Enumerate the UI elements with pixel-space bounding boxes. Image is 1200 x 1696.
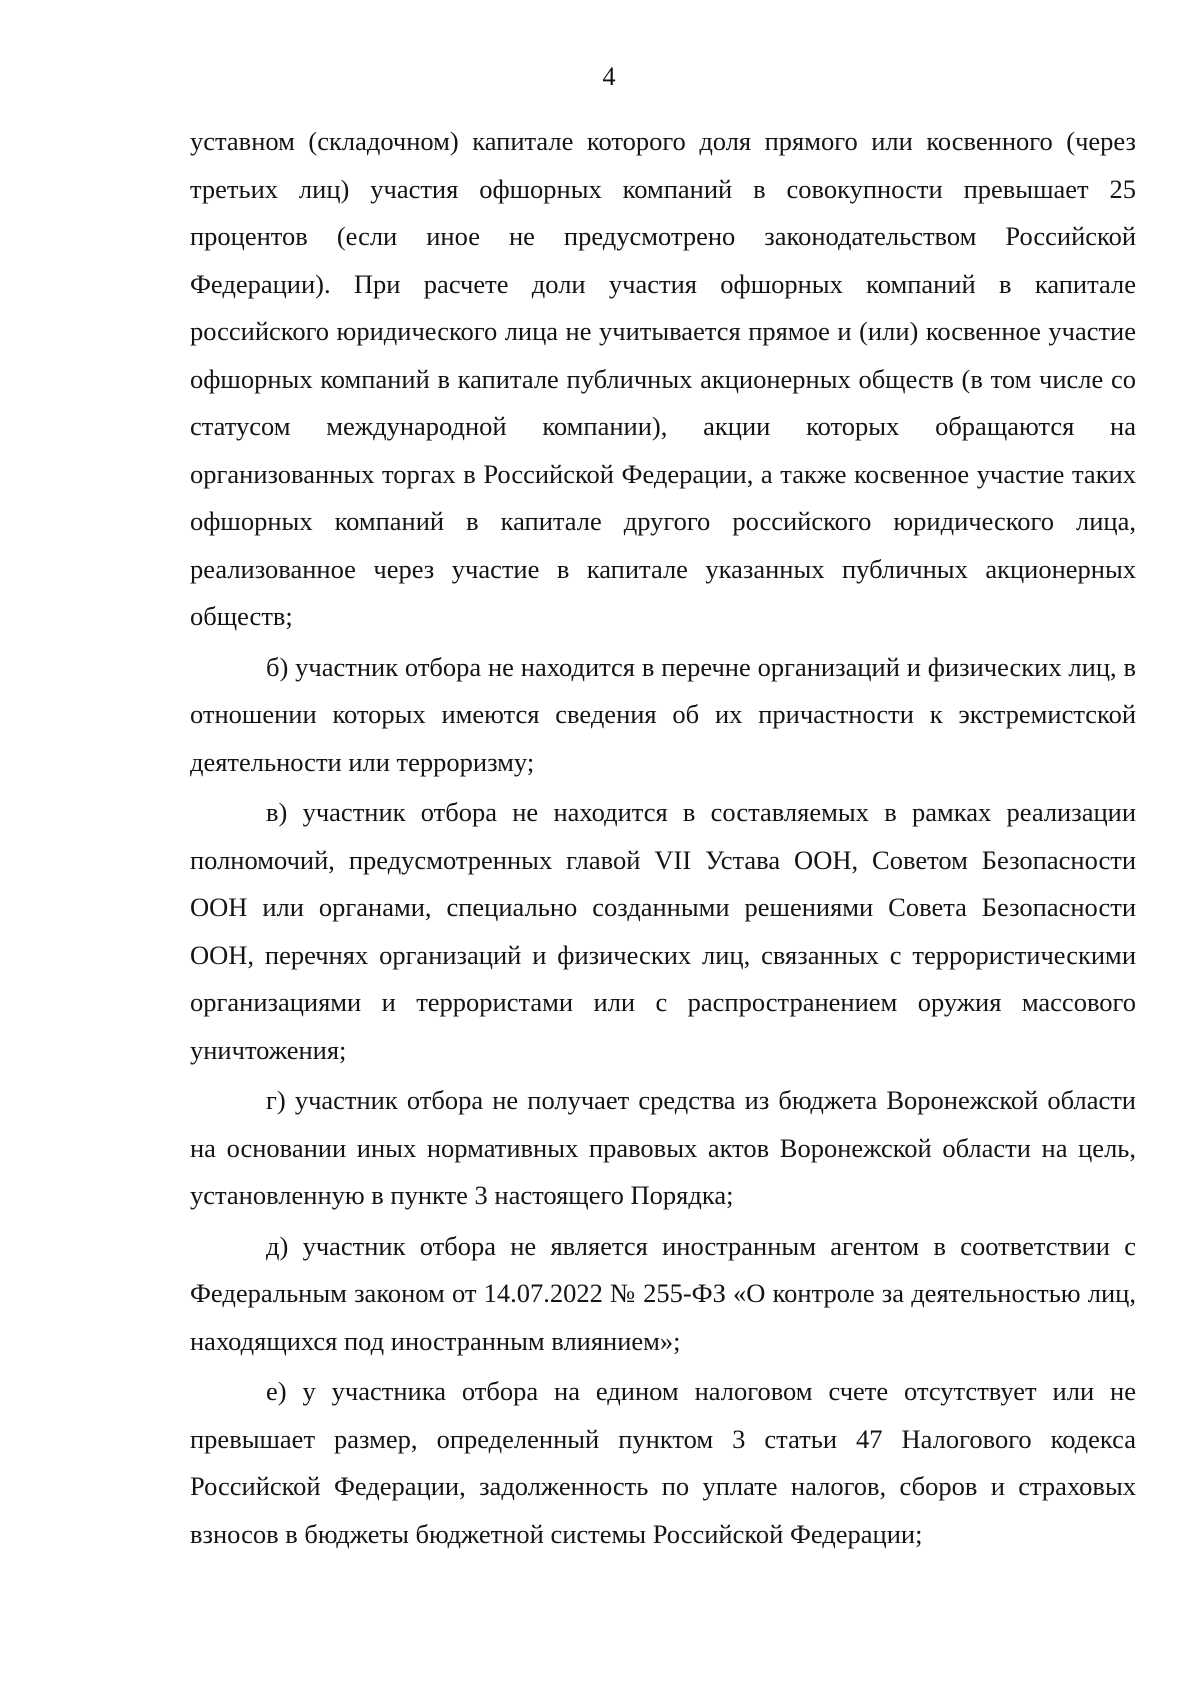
document-body: [190, 118, 1136, 1558]
paragraph-continuation: уставном (складочном) капитале которого доля прямого или косвенного (через третьих лиц) участия офшорных компаний в совокупности превышает 25 процентов (если иное не предусмотрено законодательством Российской Федерации). При расчете доли участия офшорных компаний в капитале российского юридического лица не учитывается прямое и (или) косвенное участие офшорных компаний в капитале публичных акционерных обществ (в том числе со статусом международной компании), акции которых обращаются на организованных торгах в Российской Федерации, а также косвенное участие таких офшорных компаний в капитале другого российского юридического лица, реализованное через участие в капитале указанных публичных акционерных обществ;: [190, 126, 1136, 631]
paragraph-item-v: в) участник отбора не находится в составляемых в рамках реализации полномочий, предусмотренных главой VII Устава ООН, Советом Безопасности ООН или органами, специально созданными решениями Совета Безопасности ООН, перечнях организаций и физических лиц, связанных с террористическими организациями и террористами или с распространением оружия массового уничтожения;: [190, 797, 1136, 1065]
page-number: 4: [602, 62, 616, 91]
paragraph-item-g: г) участник отбора не получает средства из бюджета Воронежской области на основании иных нормативных правовых актов Воронежской области на цель, установленную в пункте 3 настоящего Порядка;: [190, 1085, 1136, 1210]
paragraph-item-b: б) участник отбора не находится в перечне организаций и физических лиц, в отношении которых имеются сведения об их причастности к экстремистской деятельности или терроризму;: [190, 651, 1136, 777]
paragraph-item-e: е) у участника отбора на едином налоговом счете отсутствует или не превышает размер, определенный пунктом 3 статьи 47 Налогового кодекса Российской Федерации, задолженность по уплате налогов, сборов и страховых взносов в бюджеты бюджетной системы Российской Федерации;: [190, 1376, 1136, 1549]
paragraph-item-d: д) участник отбора не является иностранным агентом в соответствии с Федеральным законом от 14.07.2022 № 255-ФЗ «О контроле за деятельностью лиц, находящихся под иностранным влиянием»;: [190, 1230, 1136, 1356]
